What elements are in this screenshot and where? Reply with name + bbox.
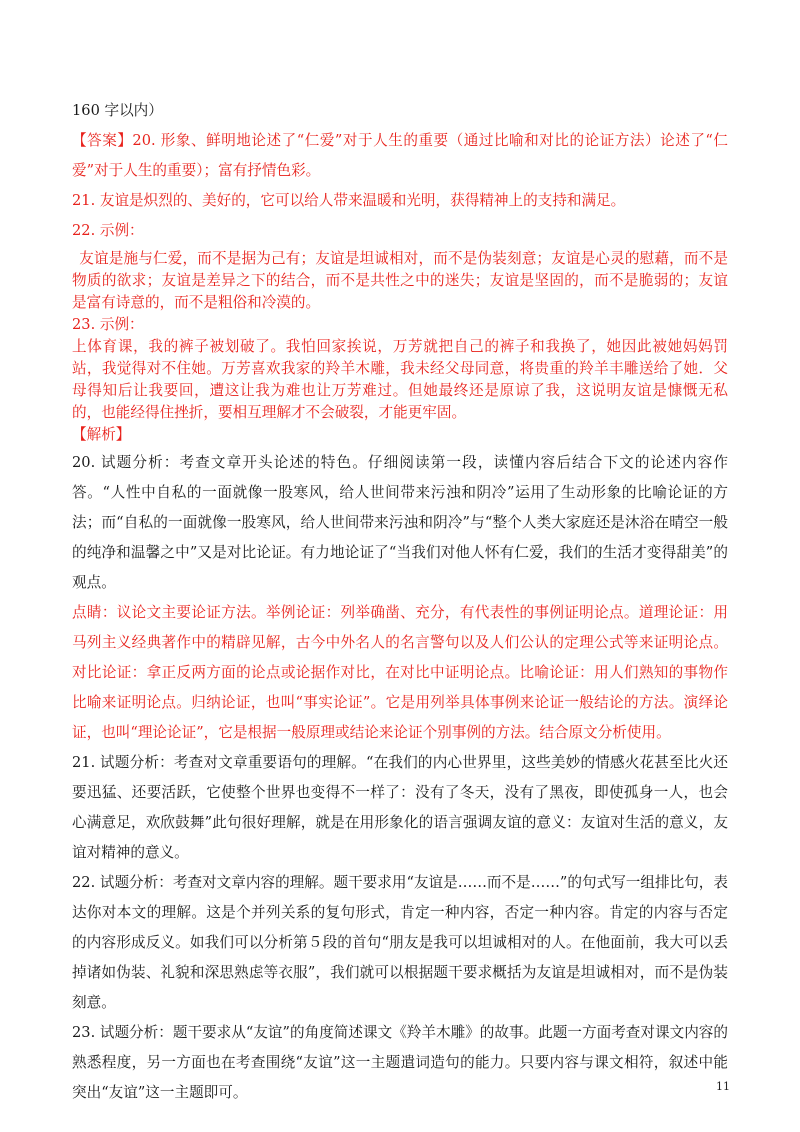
analysis-21: 21. 试题分析：考查对文章重要语句的理解。“在我们的内心世界里，这些美妙的情感火花甚至比火还要迅猛、还要活跃，它使整个世界也变得不一样了：没有了冬天，没有了黑夜，即使孤身一人，也会心满意足，欢欣鼓舞”此句很好理解，就是在用形象化的语言强调友谊的意义：友谊对生活的意义，友谊对精神的意义。 xyxy=(72,754,728,861)
answer-23-label: 23. 示例： xyxy=(72,316,144,333)
analysis-23: 23. 试题分析：题干要求从“友谊”的角度简述课文《羚羊木雕》的故事。此题一方面考查对课文内容的熟悉程度，另一方面也在考查围绕“友谊”这一主题遣词造句的能力。只要内容与课文相符，叙述中能突出“友谊”这一主题即可。 xyxy=(72,1024,728,1101)
answer-22-body: 友谊是施与仁爱，而不是据为己有；友谊是坦诚相对，而不是伪装刻意；友谊是心灵的慰藉，而不是物质的欲求；友谊是差异之下的结合，而不是共性之中的迷失；友谊是坚固的，而不是脆弱的；友谊是富有诗意的，而不是粗俗和冷漠的。 xyxy=(72,250,728,311)
answer-23-body: 上体育课，我的裤子被划破了。我怕回家挨说，万芳就把自己的裤子和我换了，她因此被她妈妈罚站，我觉得对不住她。万芳喜欢我家的羚羊木雕，我未经父母同意，将贵重的羚羊丰雕送给了她．父母得知后让我要回，遭这让我为难也让万芳难过。但她最终还是原谅了我，这说明友谊是慷慨无私的，也能经得住挫折，要相互理解才不会破裂，才能更牢固。 xyxy=(72,338,728,421)
page-number: 11 xyxy=(716,1080,730,1093)
analysis-20: 20. 试题分析：考查文章开头论述的特色。仔细阅读第一段，读懂内容后结合下文的论述内容作答。“人性中自私的一面就像一股寒风，给人世间带来污浊和阴冷”运用了生动形象的比喻论证的方法；而“自私的一面就像一股寒风，给人世间带来污浊和阴冷”与“整个人类大家庭还是沐浴在晴空一般的纯净和温馨之中”又是对比论证。有力地论证了“当我们对他人怀有仁爱，我们的生活才变得甜美”的观点。 xyxy=(72,454,728,591)
analysis-22: 22. 试题分析：考查对文章内容的理解。题干要求用“友谊是……而不是……”的句式写一组排比句，表达你对本文的理解。这是个并列关系的复句形式，肯定一种内容，否定一种内容。肯定的内容与否定的内容形成反义。如我们可以分析第５段的首句“朋友是我可以坦诚相对的人。在他面前，我大可以丢掉诸如伪装、礼貌和深思熟虑等衣服”，我们就可以根据题干要求概括为友谊是坦诚相对，而不是伪装刻意。 xyxy=(72,874,728,1011)
answer-22-label: 22. 示例： xyxy=(72,222,144,239)
analysis-label: 【解析】 xyxy=(72,426,131,443)
dianjing-note: 点睛：议论文主要论证方法。举例论证：列举确凿、充分，有代表性的事例证明论点。道理论证：用马列主义经典著作中的精辟见解，古今中外名人的名言警句以及人们公认的定理公式等来证明论点。对比论证：拿正反两方面的论点或论据作对比，在对比中证明论点。比喻论证：用人们熟知的事物作比喻来证明论点。归纳论证，也叫“事实论证”。它是用列举具体事例来论证一般结论的方法。演绎论证，也叫“理论论证”，它是根据一般原理或结论来论证个别事例的方法。结合原文分析使用。 xyxy=(72,604,728,741)
answer-20: 【答案】20. 形象、鲜明地论述了“仁爱”对于人生的重要（通过比喻和对比的论证方法）论述了“仁爱”对于人生的重要）；富有抒情色彩。 xyxy=(72,132,728,179)
document-body xyxy=(72,96,728,1108)
answer-21: 21. 友谊是炽烈的、美好的，它可以给人带来温暖和光明，获得精神上的支持和满足。 xyxy=(72,192,626,209)
top-fragment: 160 字以内） xyxy=(72,102,163,119)
